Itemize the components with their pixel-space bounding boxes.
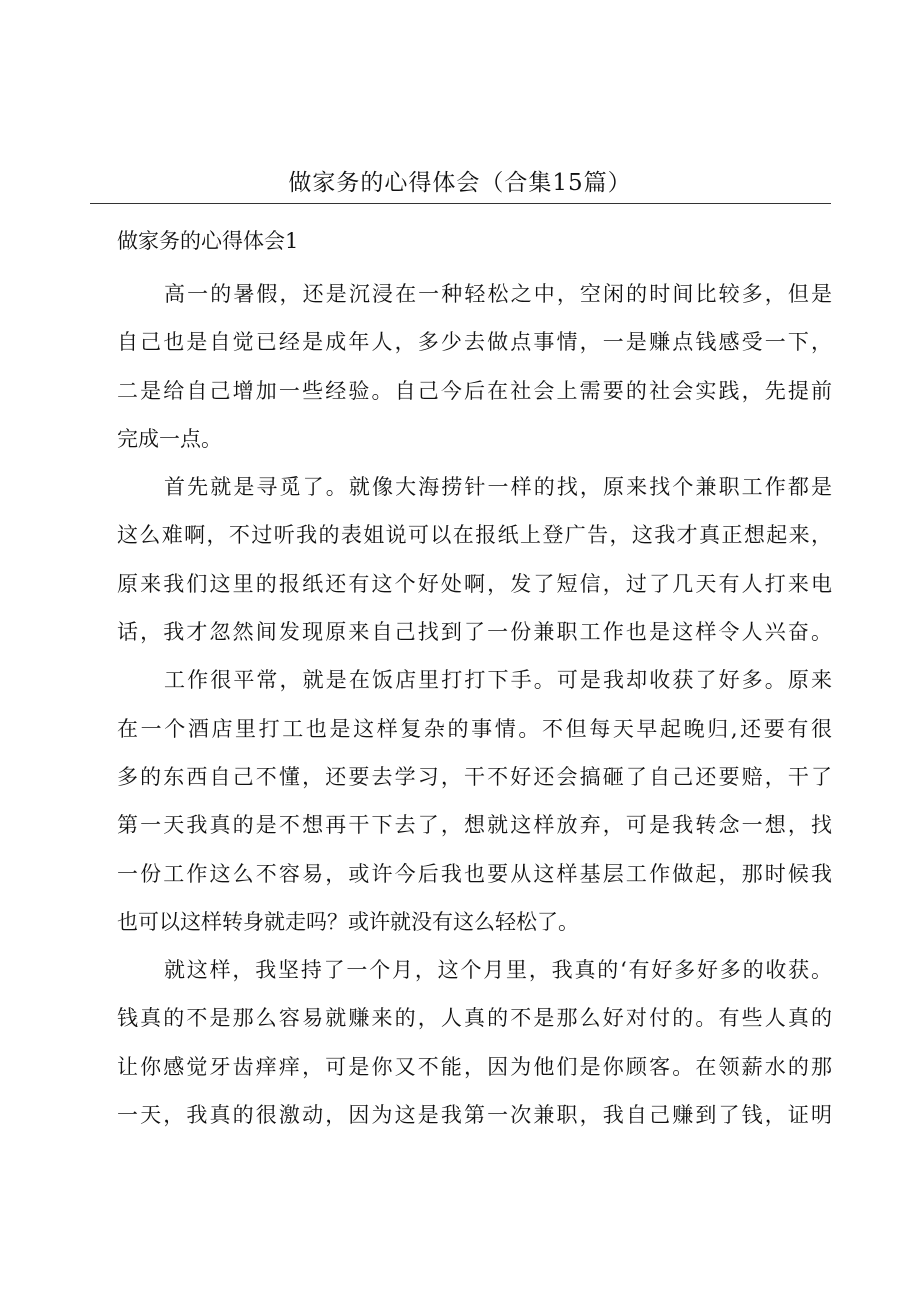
text-line: 原来我们这里的报纸还有这个好处啊，发了短信，过了几天有人打来电 bbox=[117, 571, 832, 596]
text-line: 让你感觉牙齿痒痒，可是你又不能，因为他们是你顾客。在领薪水的那 bbox=[117, 1054, 832, 1079]
text-line: 就这样，我坚持了一个月，这个月里，我真的‘有好多好多的收获。 bbox=[164, 958, 832, 983]
text-line: 这么难啊，不过听我的表姐说可以在报纸上登广告，这我才真正想起来， bbox=[117, 523, 832, 548]
text-line: 钱真的不是那么容易就赚来的，人真的不是那么好对付的。有些人真的 bbox=[117, 1006, 832, 1031]
text-line: 多的东西自己不懂，还要去学习，干不好还会搞砸了自己还要赔，干了 bbox=[117, 764, 832, 789]
text-line: 话，我才忽然间发现原来自己找到了一份兼职工作也是这样令人兴奋。 bbox=[117, 620, 832, 645]
text-line: 工作很平常，就是在饭店里打打下手。可是我却收获了好多。原来 bbox=[164, 668, 832, 693]
text-line: 完成一点。 bbox=[117, 426, 222, 451]
title-underline bbox=[90, 203, 831, 204]
document-title: 做家务的心得体会（合集15篇） bbox=[288, 170, 632, 196]
text-line: 自己也是自觉已经是成年人，多少去做点事情，一是赚点钱感受一下， bbox=[117, 330, 832, 355]
text-line: 在一个酒店里打工也是这样复杂的事情。不但每天早起晚归,还要有很 bbox=[117, 716, 832, 741]
text-line: 一天，我真的很激动，因为这是我第一次兼职，我自己赚到了钱，证明 bbox=[117, 1103, 832, 1128]
text-line: 高一的暑假，还是沉浸在一种轻松之中，空闲的时间比较多，但是 bbox=[164, 282, 832, 306]
text-line: 首先就是寻觅了。就像大海捞针一样的找，原来找个兼职工作都是 bbox=[164, 475, 832, 500]
text-line: 二是给自己增加一些经验。自己今后在社会上需要的社会实践，先提前 bbox=[117, 378, 832, 403]
body-text bbox=[117, 270, 832, 1139]
section-heading: 做家务的心得体会1 bbox=[117, 229, 299, 253]
text-line: 也可以这样转身就走吗？或许就没有这么轻松了。 bbox=[117, 909, 579, 934]
text-line: 一份工作这么不容易，或许今后我也要从这样基层工作做起，那时候我 bbox=[117, 861, 832, 886]
text-line: 第一天我真的是不想再干下去了，想就这样放弃，可是我转念一想，找 bbox=[117, 813, 832, 838]
